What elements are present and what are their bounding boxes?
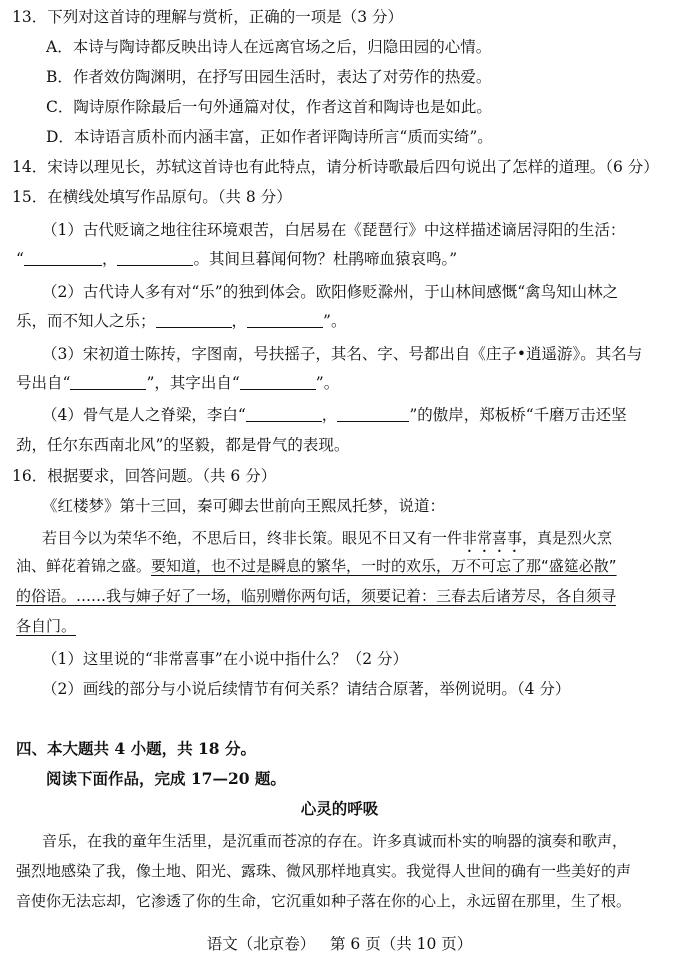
q13-stem: 13．下列对这首诗的理解与赏析，正确的一项是（3 分）	[12, 8, 404, 26]
q15-part4-line2: 劲，任尔东西南北风”的坚毅，都是骨气的表现。	[16, 436, 350, 454]
article-title: 心灵的呼吸	[300, 799, 379, 818]
answer-blank[interactable]	[246, 407, 322, 422]
q16-intro: 《红楼梦》第十三回，秦可卿去世前向王熙凤托梦，说道：	[42, 497, 446, 515]
q16-sub1: （1）这里说的“非常喜事”在小说中指什么？（2 分）	[42, 650, 408, 668]
q13-option-a: A．本诗与陶诗都反映出诗人在远离官场之后，归隐田园的心情。	[46, 38, 492, 56]
article-paragraph-line3: 音使你无法忘却，它渗透了你的生命，它沉重如种子落在你的心上，永远留在那里，生了根。	[16, 892, 632, 910]
answer-blank[interactable]	[156, 313, 232, 328]
answer-blank[interactable]	[240, 375, 316, 390]
q16-sub2: （2）画线的部分与小说后续情节有何关系？请结合原著，举例说明。（4 分）	[42, 680, 571, 698]
article-paragraph-line2: 强烈地感染了我，像土地、阳光、露珠、微风那样地真实。我觉得人世间的确有一些美好的声	[16, 862, 632, 880]
q16-quote-line3: 的俗语。……我与婶子好了一场，临别赠你两句话，须要记着：三春去后诸芳尽，各自须寻	[16, 587, 617, 605]
answer-blank[interactable]	[70, 375, 146, 390]
q16-quote-line4: 各自门。	[16, 617, 77, 635]
answer-blank[interactable]	[337, 407, 409, 422]
q15-part3-line2: 号出自“ ”，其字出自“ ”。	[16, 374, 340, 392]
emphasized-phrase: 非常喜事	[462, 529, 523, 547]
q15-stem: 15．在横线处填写作品原句。（共 8 分）	[12, 188, 292, 206]
q16-quote-line2: 油、鲜花着锦之盛。要知道，也不过是瞬息的繁华，一时的欢乐，万不可忘了那“盛筵必散”	[16, 557, 617, 575]
q13-option-d: D．本诗语言质朴而内涵丰富，正如作者评陶诗所言“质而实绮”。	[46, 128, 493, 146]
q16-stem: 16．根据要求，回答问题。（共 6 分）	[12, 467, 277, 485]
answer-blank[interactable]	[247, 313, 323, 328]
q15-part1-line2: “ ， 。其间旦暮闻何物？杜鹃啼血猿哀鸣。”	[16, 250, 458, 268]
underlined-passage: 要知道，也不过是瞬息的繁华，一时的欢乐，万不可忘了那“盛筵必散”	[151, 557, 617, 575]
section-heading: 四、本大题共 4 小题，共 18 分。	[16, 739, 256, 758]
answer-blank[interactable]	[117, 251, 193, 266]
q15-part3-line1: （3）宋初道士陈抟，字图南，号扶摇子，其名、字、号都出自《庄子•逍遥游》。其名与	[42, 345, 643, 363]
article-paragraph-line1: 音乐，在我的童年生活里，是沉重而苍凉的存在。许多真诚而朴实的响器的演奏和歌声，	[42, 832, 628, 850]
q13-option-c: C．陶诗原作除最后一句外通篇对仗，作者这首和陶诗也是如此。	[46, 98, 492, 116]
q15-part2-line2: 乐，而不知人之乐； ， ”。	[16, 312, 347, 330]
q15-part4-line1: （4）骨气是人之脊梁，李白“ ， ”的傲岸，郑板桥“千磨万击还坚	[42, 406, 627, 424]
q15-part1-line1: （1）古代贬谪之地往往环境艰苦，白居易在《琵琶行》中这样描述谪居浔阳的生活：	[42, 221, 626, 239]
q13-option-b: B．作者效仿陶渊明，在抒写田园生活时，表达了对劳作的热爱。	[46, 68, 492, 86]
q16-quote-line1: 若目今以为荣华不绝，不思后日，终非长策。眼见不日又有一件非常喜事，真是烈火烹	[42, 529, 613, 547]
answer-blank[interactable]	[24, 251, 102, 266]
section-instruction: 阅读下面作品，完成 17—20 题。	[46, 769, 286, 788]
page-footer: 语文（北京卷） 第 6 页（共 10 页）	[206, 935, 473, 953]
q14-stem: 14．宋诗以理见长，苏轼这首诗也有此特点，请分析诗歌最后四句说出了怎样的道理。（6 分）	[12, 158, 659, 176]
q15-part2-line1: （2）古代诗人多有对“乐”的独到体会。欧阳修贬滁州，于山林间感慨“禽鸟知山林之	[42, 283, 619, 301]
